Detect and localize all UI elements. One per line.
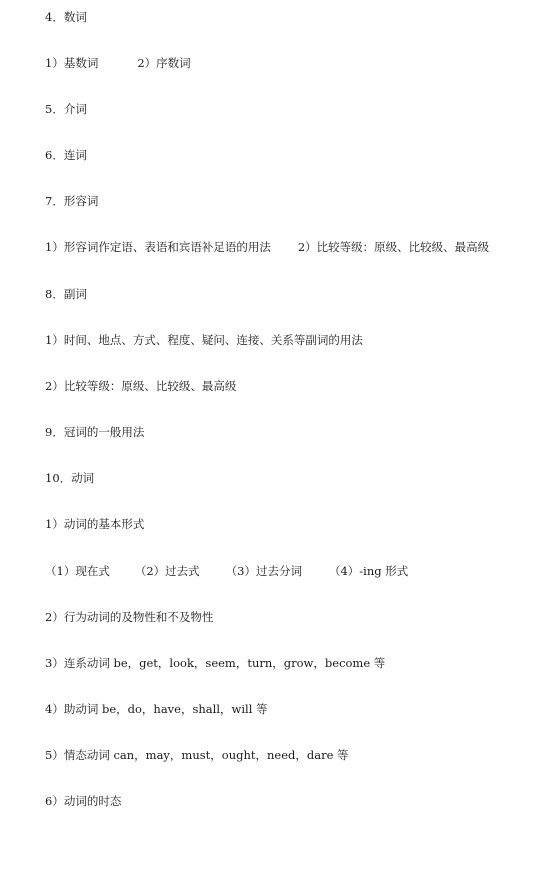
item-adjective-comparison: 2）比较等级：原级、比较级、最高级	[297, 240, 490, 254]
heading-conjunctions: 6．连词	[45, 148, 87, 162]
item-verb-tenses: 6）动词的时态	[45, 794, 122, 808]
heading-numerals: 4．数词	[45, 10, 87, 24]
heading-adverbs: 8．副词	[45, 287, 87, 301]
item-cardinal-numerals: 1）基数词	[45, 56, 99, 70]
item-past-participle: （3）过去分词	[225, 564, 302, 578]
item-present-form: （1）现在式	[45, 564, 110, 578]
item-adverb-comparison: 2）比较等级：原级、比较级、最高级	[45, 379, 237, 393]
verb-forms-list	[45, 563, 408, 579]
adjectives-subitems	[45, 239, 489, 255]
heading-articles: 9．冠词的一般用法	[45, 425, 145, 439]
item-auxiliary-verbs: 4）助动词 be，do，have，shall，will 等	[45, 702, 268, 716]
numerals-subitems	[45, 55, 191, 71]
item-transitivity: 2）行为动词的及物性和不及物性	[45, 610, 214, 624]
item-modal-verbs: 5）情态动词 can，may，must，ought，need，dare 等	[45, 748, 349, 762]
heading-verbs: 10．动词	[45, 471, 95, 485]
item-adverb-usage: 1）时间、地点、方式、程度、疑问、连接、关系等副词的用法	[45, 333, 363, 347]
heading-prepositions: 5．介词	[45, 102, 87, 116]
item-past-form: （2）过去式	[134, 564, 200, 578]
item-linking-verbs: 3）连系动词 be，get，look，seem，turn，grow，become 等	[45, 656, 386, 670]
item-ing-form: （4）-ing 形式	[328, 564, 409, 578]
item-adjective-usage: 1）形容词作定语、表语和宾语补足语的用法	[45, 240, 271, 254]
heading-adjectives: 7．形容词	[45, 194, 99, 208]
item-ordinal-numerals: 2）序数词	[137, 56, 191, 70]
item-verb-basic-forms: 1）动词的基本形式	[45, 517, 145, 531]
